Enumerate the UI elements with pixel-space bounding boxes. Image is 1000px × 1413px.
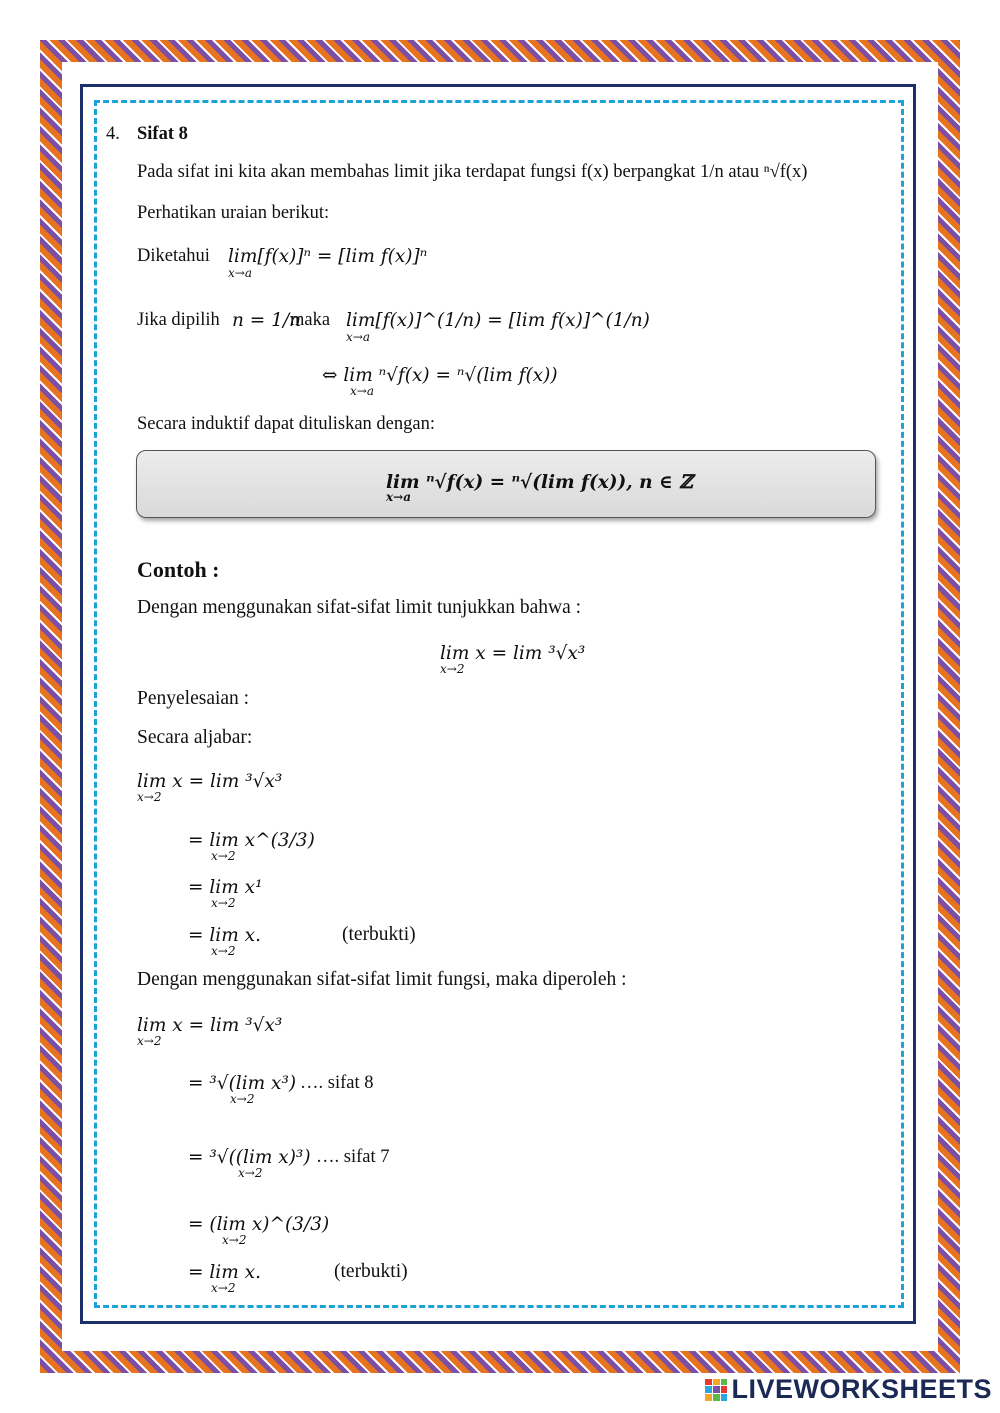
observe-text: Perhatikan uraian berikut: [137, 203, 330, 223]
alg-line-1: lim x = lim ³√x³ [137, 771, 283, 792]
liveworksheets-logo [705, 1374, 992, 1405]
chosen-formula: lim[f(x)]^(1/n) = [lim f(x)]^(1/n) [346, 310, 650, 331]
prop-note-8: …. sifat 8 [300, 1073, 374, 1093]
equiv-formula: ⇔ lim ⁿ√f(x) = ⁿ√(lim f(x)) [322, 365, 558, 386]
prop-line-2-sub: x→2 [230, 1092, 255, 1106]
alg-line-2: = lim x^(3/3) [188, 830, 315, 851]
boxed-formula: lim ⁿ√f(x) = ⁿ√(lim f(x)), n ∈ ℤ [386, 472, 693, 493]
alg-line-3: = lim x¹ [188, 877, 263, 898]
logo-grid-icon [705, 1379, 727, 1401]
chosen-n: n = 1/n [232, 310, 302, 331]
prop-note-7: …. sifat 7 [316, 1147, 390, 1167]
example-statement: lim x = lim ³√x³ [440, 643, 586, 664]
solution-label: Penyelesaian : [137, 688, 250, 709]
prop-line-4: = (lim x)^(3/3) [188, 1214, 330, 1235]
chosen-limit-sub: x→a [346, 330, 370, 344]
prop-line-4-sub: x→2 [222, 1233, 247, 1247]
prop-line-5: = lim x. [188, 1262, 261, 1283]
prop-line-2: = ³√(lim x³) [188, 1073, 297, 1094]
logo-text: LIVEWORKSHEETS [731, 1374, 992, 1404]
alg-proven: (terbukti) [342, 924, 416, 945]
alg-line-4-sub: x→2 [211, 944, 236, 958]
example-statement-sub: x→2 [440, 662, 465, 676]
prop-proven: (terbukti) [334, 1261, 408, 1282]
prop-line-1: lim x = lim ³√x³ [137, 1015, 283, 1036]
given-label: Diketahui [137, 246, 210, 266]
alg-line-2-sub: x→2 [211, 849, 236, 863]
intro-text: Pada sifat ini kita akan membahas limit jika terdapat fungsi f(x) berpangkat 1/n atau ⁿ√f(x) [137, 162, 808, 182]
prop-line-5-sub: x→2 [211, 1281, 236, 1295]
equiv-limit-sub: x→a [350, 384, 374, 398]
example-prompt: Dengan menggunakan sifat-sifat limit tunjukkan bahwa : [137, 597, 582, 618]
prop-line-3-sub: x→2 [238, 1166, 263, 1180]
alg-line-4: = lim x. [188, 925, 261, 946]
section-title: Sifat 8 [137, 124, 188, 144]
chosen-maka: maka [290, 310, 331, 330]
given-limit-sub: x→a [228, 266, 252, 280]
prop-label: Dengan menggunakan sifat-sifat limit fungsi, maka diperoleh : [137, 969, 627, 990]
chosen-label: Jika dipilih [137, 310, 220, 330]
alg-line-1-sub: x→2 [137, 790, 162, 804]
prop-line-3: = ³√((lim x)³) [188, 1147, 311, 1168]
section-number: 4. [106, 124, 120, 144]
example-heading: Contoh : [137, 557, 220, 582]
prop-line-1-sub: x→2 [137, 1034, 162, 1048]
algebra-label: Secara aljabar: [137, 727, 253, 748]
given-formula: lim[f(x)]ⁿ = [lim f(x)]ⁿ [228, 246, 428, 267]
alg-line-3-sub: x→2 [211, 896, 236, 910]
boxed-limit-sub: x→a [386, 490, 411, 504]
inductive-text: Secara induktif dapat dituliskan dengan: [137, 414, 435, 434]
